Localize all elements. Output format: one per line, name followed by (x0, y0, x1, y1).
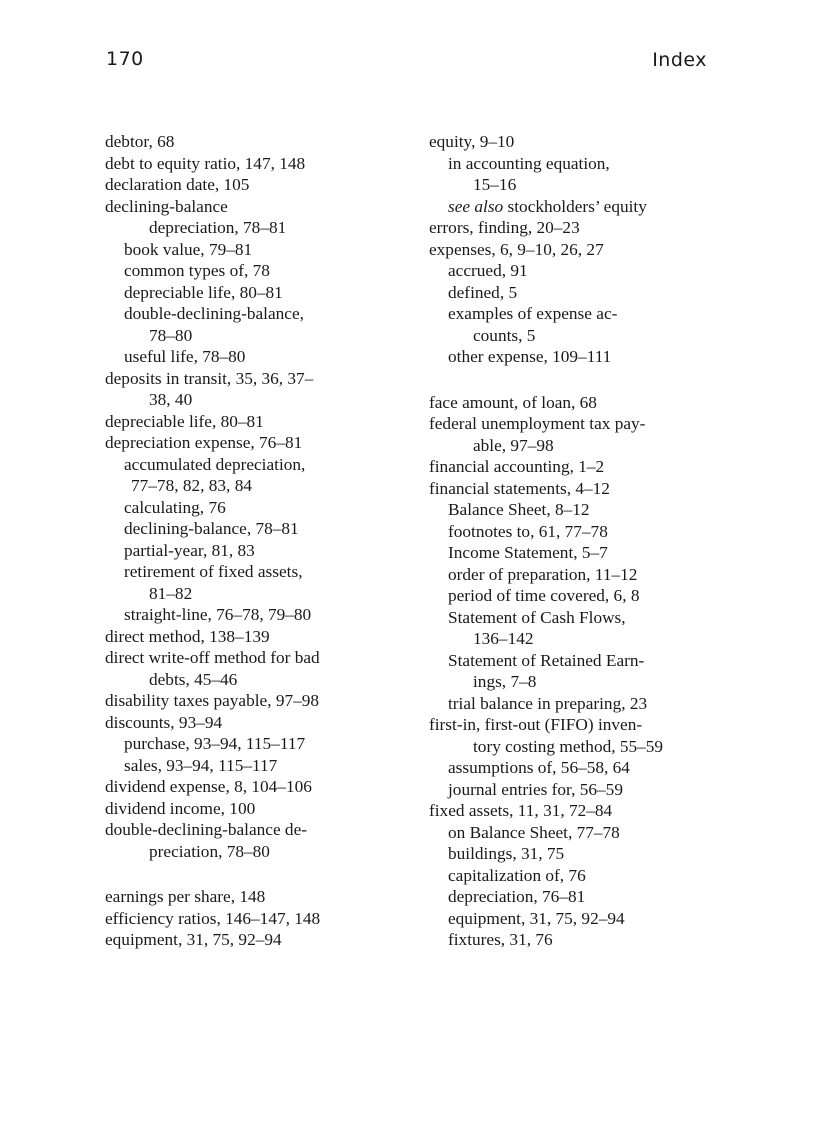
index-subentry-cross-reference (429, 196, 729, 218)
index-subentry: Income Statement, 5–7 (448, 543, 608, 562)
index-entry: first-in, first-out (FIFO) inven- (429, 715, 643, 734)
index-entry: deposits in transit, 35, 36, 37– (105, 368, 314, 388)
index-subentry: footnotes to, 61, 77–78 (448, 521, 608, 541)
index-subentry: depreciation, 76–81 (448, 887, 586, 906)
index-entry: discounts, 93–94 (105, 712, 223, 732)
index-entry: depreciable life, 80–81 (105, 411, 264, 431)
section-title: Index (652, 49, 707, 71)
index-subentry: Statement of Retained Earn- (448, 650, 645, 670)
index-subentry: fixtures, 31, 76 (448, 930, 553, 949)
index-subentry: Balance Sheet, 8–12 (448, 500, 590, 519)
index-subentry-continuation: 77–78, 82, 83, 84 (131, 476, 252, 495)
index-entry: disability taxes payable, 97–98 (105, 691, 320, 710)
index-subentry: defined, 5 (448, 282, 518, 302)
index-subentry: partial-year, 81, 83 (124, 540, 255, 560)
index-subentry: useful life, 78–80 (124, 347, 246, 366)
index-entry: efficiency ratios, 146–147, 148 (105, 908, 321, 928)
index-subentry: declining-balance, 78–81 (124, 519, 299, 538)
index-subentry-continuation: 81–82 (149, 583, 193, 603)
index-entry: expenses, 6, 9–10, 26, 27 (429, 239, 604, 259)
index-subentry: double-declining-balance, (124, 304, 304, 323)
index-entry-continuation: 38, 40 (149, 390, 193, 409)
index-subentry: journal entries for, 56–59 (448, 779, 623, 799)
index-entry: direct write-off method for bad (105, 648, 320, 667)
index-subentry: other expense, 109–111 (448, 347, 612, 366)
index-entry: direct method, 138–139 (105, 626, 270, 646)
index-subentry-continuation: 15–16 (473, 175, 517, 194)
index-column-right (429, 131, 729, 951)
letter-group-gap (105, 862, 405, 886)
index-subentry: calculating, 76 (124, 497, 226, 517)
index-subentry: purchase, 93–94, 115–117 (124, 734, 306, 753)
index-entry: dividend income, 100 (105, 798, 256, 818)
index-entry: dividend expense, 8, 104–106 (105, 777, 312, 796)
index-entry: debtor, 68 (105, 132, 175, 151)
index-entry: federal unemployment tax pay- (429, 414, 646, 433)
index-subentry: order of preparation, 11–12 (448, 564, 638, 584)
index-entry: financial statements, 4–12 (429, 478, 610, 498)
index-subentry: sales, 93–94, 115–117 (124, 755, 278, 775)
index-entry: financial accounting, 1–2 (429, 457, 605, 476)
page-number: 170 (106, 48, 144, 70)
index-subentry: on Balance Sheet, 77–78 (448, 822, 620, 842)
index-subentry: retirement of fixed assets, (124, 562, 303, 581)
index-entry-continuation: debts, 45–46 (149, 669, 238, 689)
see-also-label: see also (448, 196, 504, 216)
index-entry: declaration date, 105 (105, 175, 250, 194)
index-subentry: in accounting equation, (448, 153, 610, 173)
index-subentry: book value, 79–81 (124, 239, 253, 259)
letter-group-gap (429, 368, 729, 392)
index-entry: debt to equity ratio, 147, 148 (105, 153, 306, 173)
index-subentry: period of time covered, 6, 8 (448, 586, 640, 605)
index-subentry: depreciable life, 80–81 (124, 282, 283, 302)
index-entry: double-declining-balance de- (105, 820, 307, 839)
index-subentry-continuation: 78–80 (149, 325, 193, 345)
index-subentry: accrued, 91 (448, 261, 528, 280)
index-entry: equipment, 31, 75, 92–94 (105, 930, 282, 949)
index-subentry-continuation: ings, 7–8 (473, 672, 537, 691)
index-subentry: equipment, 31, 75, 92–94 (448, 908, 625, 928)
index-entry: fixed assets, 11, 31, 72–84 (429, 801, 613, 820)
index-subentry: Statement of Cash Flows, (448, 607, 626, 627)
index-subentry: straight-line, 76–78, 79–80 (124, 605, 312, 624)
index-entry: face amount, of loan, 68 (429, 392, 597, 412)
index-subentry: capitalization of, 76 (448, 865, 586, 885)
index-subentry: buildings, 31, 75 (448, 844, 565, 863)
index-subentry: trial balance in preparing, 23 (448, 693, 648, 713)
index-subentry: common types of, 78 (124, 261, 270, 280)
index-entry-continuation: depreciation, 78–81 (149, 218, 287, 237)
index-entry-continuation: able, 97–98 (473, 435, 554, 455)
index-column-left (105, 131, 405, 951)
index-entry: equity, 9–10 (429, 132, 515, 151)
index-subentry-continuation: 136–142 (473, 629, 534, 648)
index-entry: earnings per share, 148 (105, 887, 266, 906)
index-subentry: accumulated depreciation, (124, 454, 306, 474)
index-entry: errors, finding, 20–23 (429, 218, 580, 237)
index-entry: declining-balance (105, 196, 228, 216)
index-subentry: assumptions of, 56–58, 64 (448, 758, 630, 777)
index-subentry: examples of expense ac- (448, 304, 618, 323)
index-entry-continuation: preciation, 78–80 (149, 841, 270, 861)
index-entry: depreciation expense, 76–81 (105, 433, 303, 452)
index-entry-continuation: tory costing method, 55–59 (473, 736, 664, 756)
index-subentry-continuation: counts, 5 (473, 325, 536, 345)
cross-reference-target: stockholders’ equity (507, 196, 647, 216)
